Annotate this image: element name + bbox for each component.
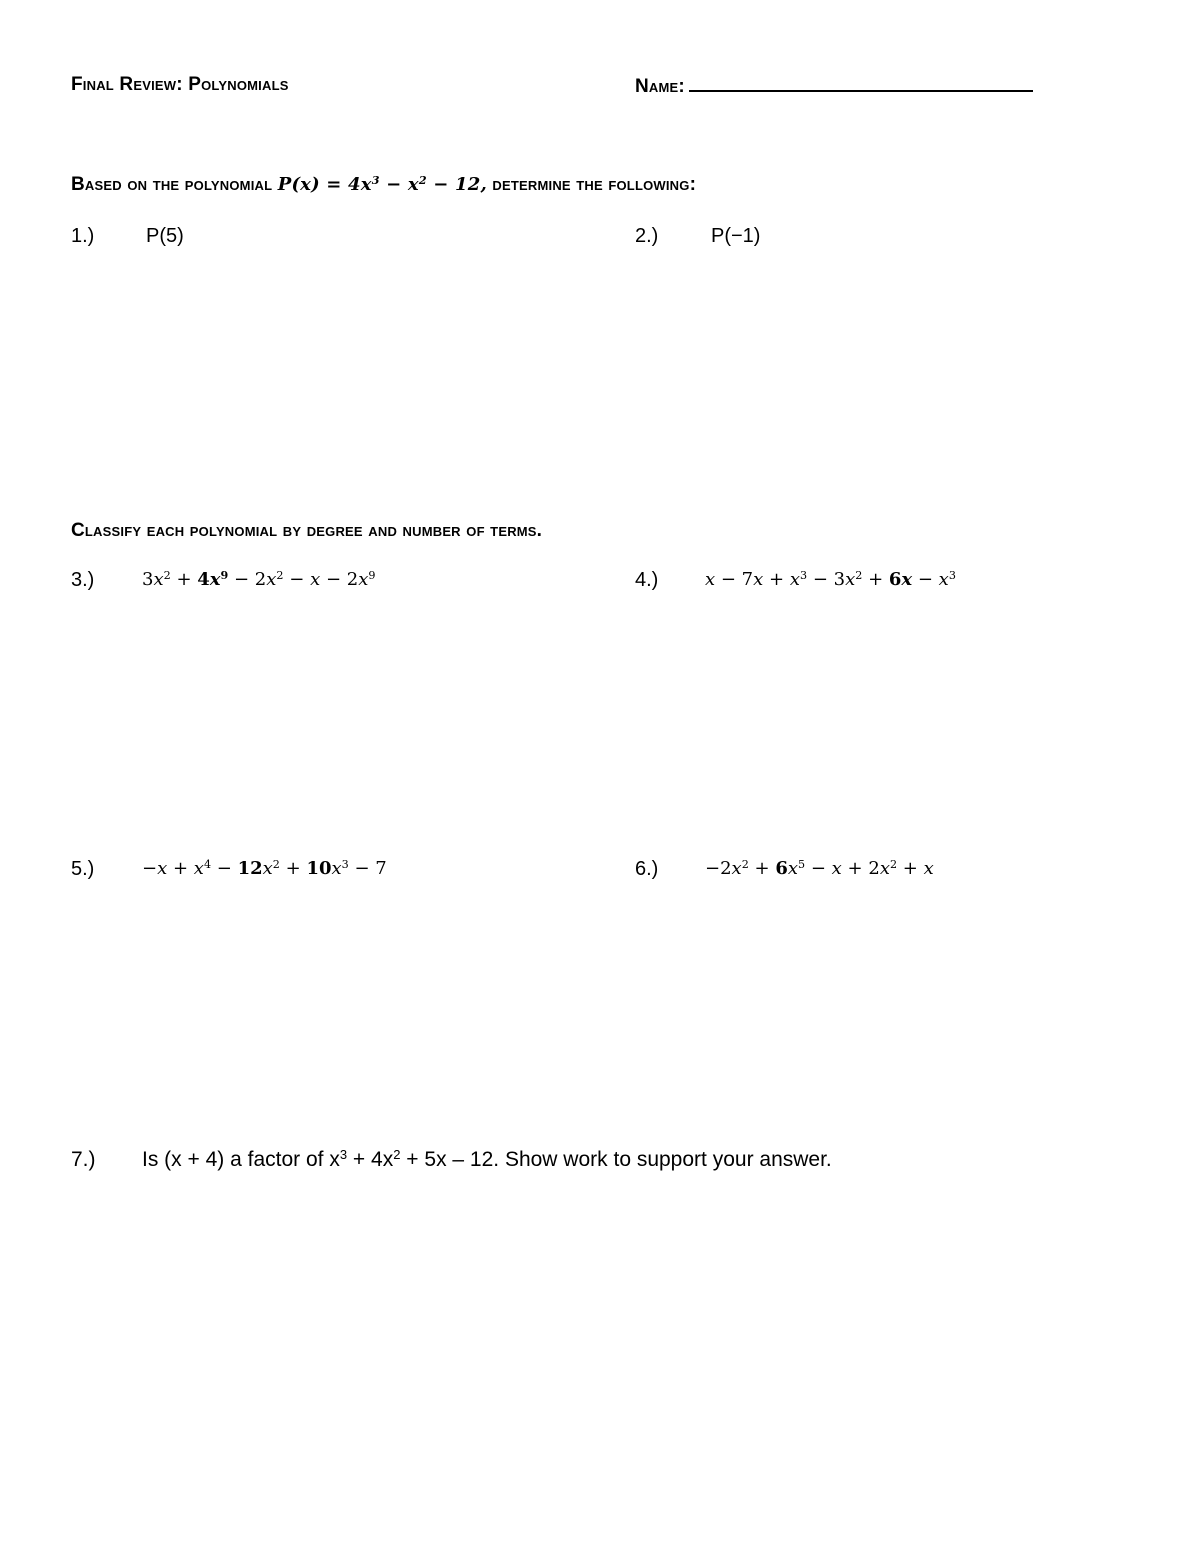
problem-7-text-a: Is (x + 4) a factor of x [142,1148,340,1171]
problem-6-number: 6.) [635,858,659,880]
section2-heading: Classify each polynomial by degree and number of terms. [71,520,543,541]
name-field[interactable] [635,74,1033,98]
problem-2-number: 2.) [635,225,659,247]
problem-7-exponent-2: 2 [393,1146,401,1162]
formula-lhs: P(x) = 4x [277,174,372,195]
problem-3-expression: $3x^2 + 4x^9 - 2x^2 - x - 2x^9$ [142,568,376,590]
section1-formula [278,174,487,195]
formula-tail: − 12, [426,174,487,195]
problem-2-text: P(−1) [711,225,761,247]
name-blank-line[interactable] [689,74,1033,92]
problem-3-number: 3.) [71,569,95,591]
problem-7-number: 7.) [71,1148,96,1171]
problem-7-text-b: + 4x [347,1148,394,1171]
problem-7-text-c: + 5x – 12. Show work to support your answer. [400,1148,832,1171]
formula-exponent-2: 2 [418,173,427,187]
problem-7-text [142,1148,832,1172]
section1-prefix: Based on the polynomial [71,174,278,195]
worksheet-title: Final Review: Polynomials [71,74,289,95]
name-label: Name: [635,76,685,97]
section1-suffix: determine the following: [486,174,697,195]
problem-5-number: 5.) [71,858,95,880]
problem-4-number: 4.) [635,569,659,591]
problem-6-expression: $-2x^2 + 6x^5 - x + 2x^2 + x$ [705,857,934,879]
formula-exponent-1: 3 [371,173,380,187]
problem-7-exponent-1: 3 [339,1146,348,1162]
problem-1-number: 1.) [71,225,95,247]
section1-instruction [71,174,696,196]
problem-4-expression: $x - 7x + x^3 - 3x^2 + 6x - x^3$ [705,568,956,590]
problem-1-text: P(5) [146,225,184,247]
problem-5-expression: $-x + x^4 - 12x^2 + 10x^3 - 7$ [142,857,387,879]
formula-middle: − x [379,174,419,195]
